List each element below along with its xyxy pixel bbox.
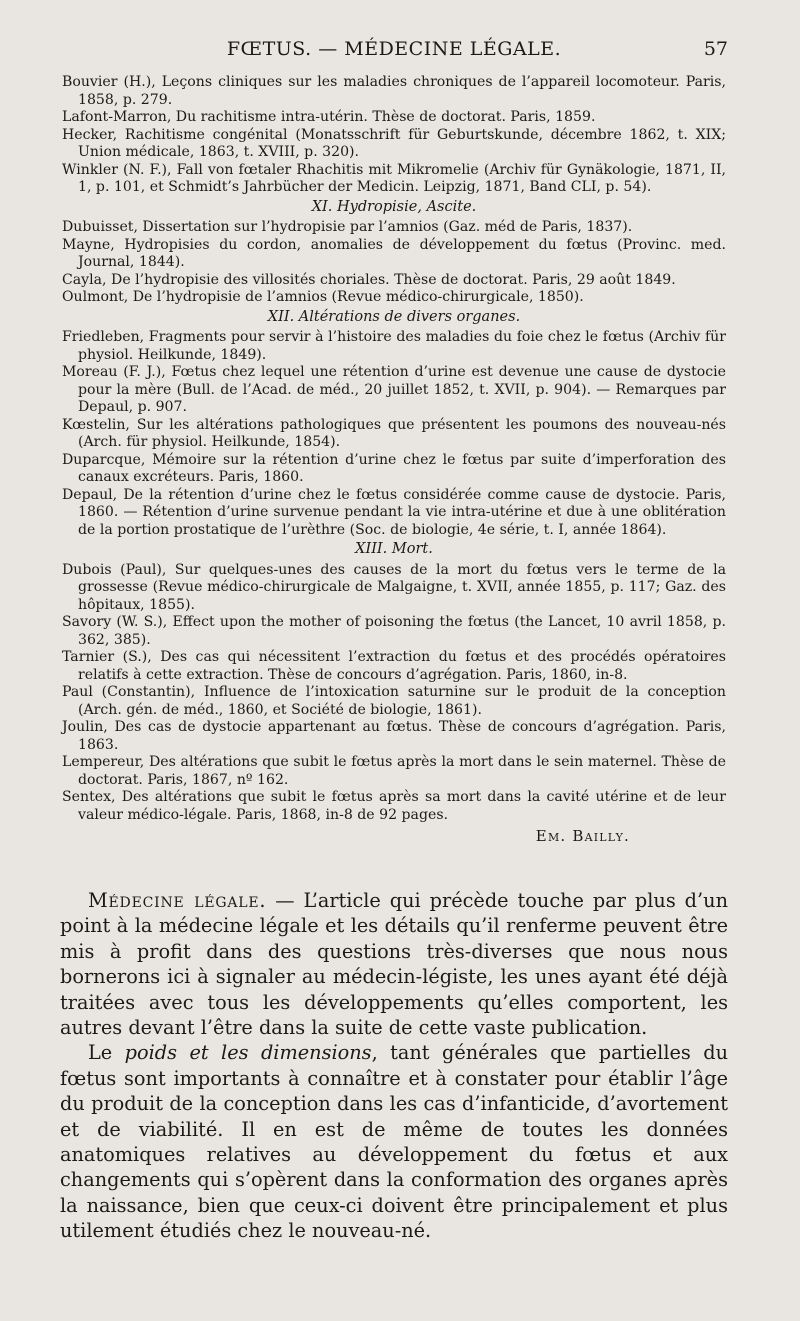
reference-entry: Sentex, Des altérations que subit le fœtus après sa mort dans la cavité utérine et de leur valeur médico-légale. Paris, 1868, in-8 de 92 pages. — [62, 789, 726, 823]
paragraph-lead: Le — [88, 1041, 125, 1065]
page-number: 57 — [703, 38, 728, 60]
reference-entry: Paul (Constantin), Influence de l’intoxication saturnine sur le produit de la conception (Arch. gén. de méd., 1860, et Société de biologie, 1861). — [62, 684, 726, 718]
reference-entry: Hecker, Rachitisme congénital (Monatsschrift für Geburtskunde, décembre 1862, t. XIX; Union médicale, 1863, t. XVIII, p. 320). — [62, 126, 726, 160]
section-heading-mort: XIII. Mort. — [355, 541, 433, 557]
reference-entry: Dubois (Paul), Sur quelques-unes des causes de la mort du fœtus vers le terme de la grossesse (Revue médico-chirurgicale de Malgaigne, t. XVII, année 1855, p. 117; Gaz. des hôpitaux, 1855). — [62, 561, 726, 613]
paragraph-text: , tant générales que partielles du fœtus sont importants à connaître et à constater pour établir l’âge du produit de la conception dans les cas d’infanticide, d’avortement et de viabilité. Il en est de même de toutes les données anatomiques relatives au développement du fœtus et aux changements qui s’opèrent dans la conformation des organes après la naissance, bien que ceux-ci doivent être principalement et plus utilement étudiés chez le nouveau-né. — [60, 1041, 728, 1243]
reference-entry: Cayla, De l’hydropisie des villosités choriales. Thèse de doctorat. Paris, 29 août 1849. — [62, 271, 676, 288]
section-title-inline: Médecine légale. — [88, 889, 267, 912]
section-heading-alterations: XII. Altérations de divers organes. — [267, 308, 521, 325]
reference-entry: Moreau (F. J.), Fœtus chez lequel une rétention d’urine est devenue une cause de dystocie pour la mère (Bull. de l’Acad. de méd., 20 juillet 1852, t. XVII, p. 904). — Remarques par Depaul, p. 907. — [62, 364, 726, 415]
reference-entry: Duparcque, Mémoire sur la rétention d’urine chez le fœtus par suite d’imperforation des canaux excréteurs. Paris, 1860. — [62, 451, 726, 485]
reference-entry: Lafont-Marron, Du rachitisme intra-utérin. Thèse de doctorat. Paris, 1859. — [62, 109, 596, 125]
reference-entry: Winkler (N. F.), Fall von fœtaler Rhachitis mit Mikromelie (Archiv für Gynäkologie, 1871, II, 1, p. 101, et Schmidt’s Jahrbücher der Medicin. Leipzig, 1871, Band CLI, p. 54). — [62, 161, 726, 195]
reference-entry: Mayne, Hydropisies du cordon, anomalies de développement du fœtus (Provinc. med. Journal, 1844). — [62, 236, 726, 270]
reference-entry: Lempereur, Des altérations que subit le fœtus après la mort dans le sein maternel. Thèse de doctorat. Paris, 1867, nº 162. — [62, 754, 726, 788]
section-heading-hydropisie: XI. Hydropisie, Ascite. — [311, 198, 477, 215]
bibliography — [62, 74, 726, 846]
paragraph — [60, 888, 728, 1040]
reference-entry: Joulin, Des cas de dystocie appartenant au fœtus. Thèse de concours d’agrégation. Paris, 1863. — [62, 719, 726, 753]
reference-entry: Tarnier (S.), Des cas qui nécessitent l’extraction du fœtus et des procédés opératoires relatifs à cette extraction. Thèse de concours d’agrégation. Paris, 1860, in-8. — [62, 649, 726, 683]
reference-entry: Dubuisset, Dissertation sur l’hydropisie par l’amnios (Gaz. méd de Paris, 1837). — [62, 219, 633, 235]
paragraph — [60, 1040, 728, 1243]
reference-entry: Savory (W. S.), Effect upon the mother of poisoning the fœtus (the Lancet, 10 avril 1858, p. 362, 385). — [62, 614, 726, 648]
reference-entry: Depaul, De la rétention d’urine chez le fœtus considérée comme cause de dystocie. Paris, 1860. — Rétention d’urine survenue pendant la vie intra-utérine et due à une oblitération de la portion prostatique de l’urèthre (Soc. de biologie, 4e série, t. I, année 1864). — [62, 486, 726, 538]
paragraph-text: — L’article qui précède touche par plus d’un point à la médecine légale et les détails qu’il renferme peuvent être mis à profit dans des questions très-diverses que nous nous bornerons ici à signaler au médecin-légiste, les unes ayant été déjà traitées avec tous les développements qu’elles comportent, les autres devant l’être dans la suite de cette vaste publication. — [60, 889, 728, 1040]
page-header — [60, 38, 728, 66]
author-signature: Em. Bailly. — [535, 827, 630, 845]
running-title: FŒTUS. — MÉDECINE LÉGALE. — [226, 38, 562, 60]
reference-entry: Kœstelin, Sur les altérations pathologiques que présentent les poumons des nouveau-nés (Arch. für physiol. Heilkunde, 1854). — [62, 416, 726, 450]
reference-entry: Oulmont, De l’hydropisie de l’amnios (Revue médico-chirurgicale, 1850). — [62, 289, 584, 305]
reference-entry: Friedleben, Fragments pour servir à l’histoire des maladies du foie chez le fœtus (Archiv für physiol. Heilkunde, 1849). — [62, 329, 726, 363]
reference-entry: Bouvier (H.), Leçons cliniques sur les maladies chroniques de l’appareil locomoteur. Paris, 1858, p. 279. — [62, 74, 726, 108]
article-body — [60, 888, 728, 1244]
emphasis-term: poids et les dimensions — [124, 1041, 372, 1065]
